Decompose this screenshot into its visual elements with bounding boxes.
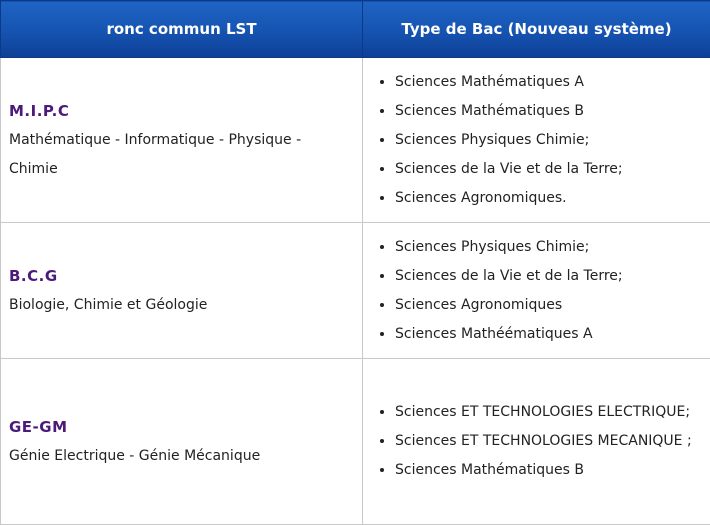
bac-list: [363, 398, 702, 485]
bac-item: • Sciences Mathématiques B: [395, 97, 702, 126]
filiere-description: Biologie, Chimie et Géologie: [9, 291, 354, 320]
table-row-gegm: [1, 359, 710, 525]
bac-list: [363, 68, 702, 213]
filiere-code: M.I.P.C: [9, 97, 354, 126]
bac-item: • Sciences de la Vie et de la Terre;: [395, 262, 702, 291]
bac-list-cell: [363, 223, 710, 359]
bac-list-cell: [363, 359, 710, 525]
filiere-description: Génie Electrique - Génie Mécanique: [9, 442, 354, 471]
bac-item: • Sciences ET TECHNOLOGIES ELECTRIQUE;: [395, 398, 702, 427]
bac-item: • Sciences de la Vie et de la Terre;: [395, 155, 702, 184]
filiere-code: GE-GM: [9, 413, 354, 442]
header-row: [1, 1, 710, 58]
bac-item: • Sciences ET TECHNOLOGIES MECANIQUE ;: [395, 427, 702, 456]
bac-item: • Sciences Physiques Chimie;: [395, 126, 702, 155]
bac-item: • Sciences Agronomiques: [395, 291, 702, 320]
filiere-cell: [1, 58, 363, 223]
filiere-cell: [1, 359, 363, 525]
bac-list: [363, 233, 702, 349]
filiere-description: Mathématique - Informatique - Physique - Chimie: [9, 126, 354, 184]
bac-list-cell: [363, 58, 710, 223]
filiere-cell: [1, 223, 363, 359]
table-row-bcg: [1, 223, 710, 359]
filiere-code: B.C.G: [9, 262, 354, 291]
table-row-mipc: [1, 58, 710, 223]
bac-item: • Sciences Agronomiques.: [395, 184, 702, 213]
bac-item: • Sciences Mathématiques A: [395, 68, 702, 97]
header-tronc-commun: ronc commun LST: [1, 1, 363, 58]
bac-item: • Sciences Mathéématiques A: [395, 320, 702, 349]
header-type-de-bac: Type de Bac (Nouveau système): [363, 1, 710, 58]
bac-item: • Sciences Mathématiques B: [395, 456, 702, 485]
bac-item: • Sciences Physiques Chimie;: [395, 233, 702, 262]
